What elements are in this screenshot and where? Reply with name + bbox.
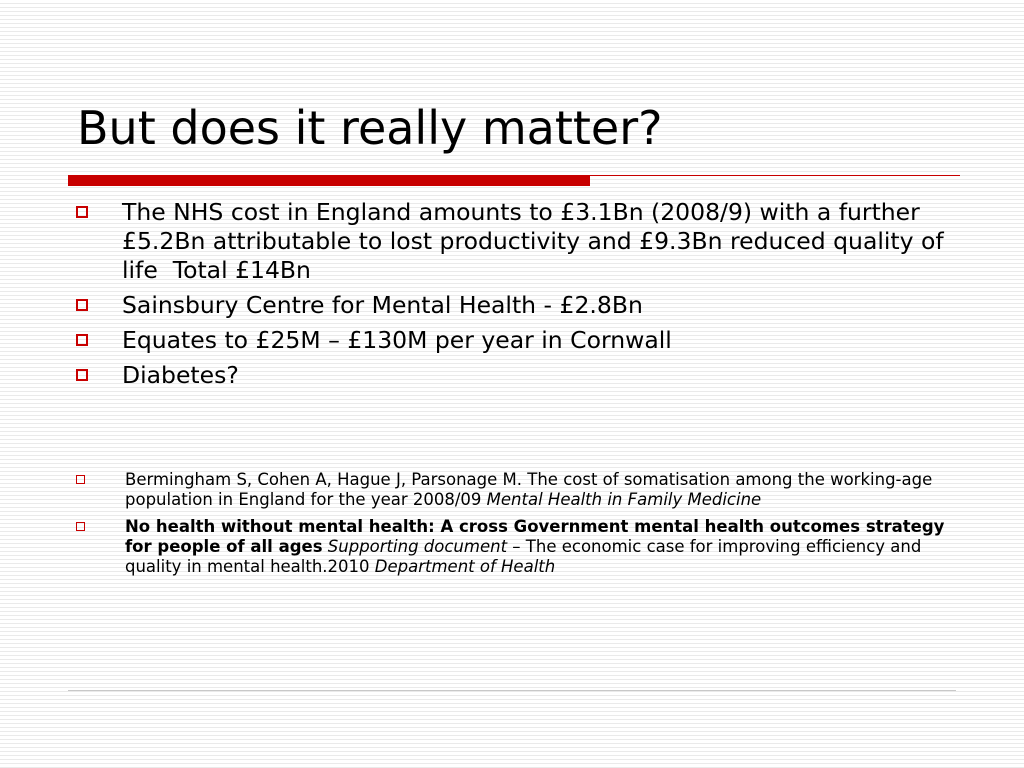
bullet-text: Equates to £25M – £130M per year in Cornwall <box>122 326 672 354</box>
reference-journal: Mental Health in Family Medicine <box>486 490 762 509</box>
hollow-square-bullet-icon <box>76 475 85 484</box>
bullet-text: The NHS cost in England amounts to £3.1Bn (2008/9) with a further £5.2Bn attributable to lost productivity and £9.3Bn reduced quality of life Total £14Bn <box>122 198 952 284</box>
slide-title: But does it really matter? <box>77 101 663 155</box>
reference-subtitle: Supporting document <box>327 537 508 556</box>
hollow-square-bullet-icon <box>76 206 88 218</box>
reference-item <box>76 470 956 510</box>
reference-item <box>76 517 956 577</box>
reference-list <box>76 470 956 584</box>
title-accent-bar <box>68 175 590 186</box>
bullet-item <box>76 326 966 355</box>
hollow-square-bullet-icon <box>76 299 88 311</box>
bullet-text: Diabetes? <box>122 361 239 389</box>
reference-publisher: Department of Health <box>374 557 556 576</box>
main-bullet-list <box>76 198 966 396</box>
bullet-item <box>76 361 966 390</box>
hollow-square-bullet-icon <box>76 369 88 381</box>
reference-text <box>125 517 956 577</box>
bullet-text: Sainsbury Centre for Mental Health - £2.8Bn <box>122 291 643 319</box>
footer-rule <box>68 690 956 691</box>
reference-text <box>125 470 956 510</box>
bullet-item <box>76 198 966 285</box>
reference-title: No health without mental health: A cross Government mental health outcomes strategy for people of all ages <box>125 517 945 556</box>
reference-citation: Bermingham S, Cohen A, Hague J, Parsonage M. The cost of somatisation among the working-age population in England for the year 2008/09 <box>125 470 933 509</box>
bullet-item <box>76 291 966 320</box>
hollow-square-bullet-icon <box>76 334 88 346</box>
reference-description: – The economic case for improving efficiency and quality in mental health.2010 <box>125 537 922 576</box>
hollow-square-bullet-icon <box>76 522 85 531</box>
